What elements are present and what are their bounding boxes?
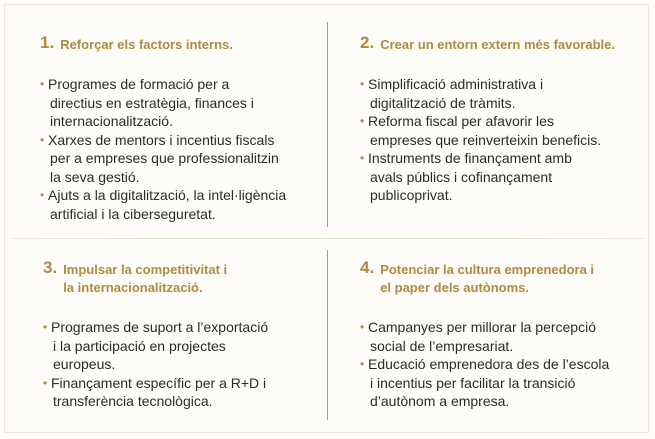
- bullet-dot-icon: •: [360, 320, 365, 334]
- section-heading: [43, 258, 343, 297]
- list-item-line: Educació emprenedora des de l’escola: [368, 356, 610, 372]
- list-item: [40, 131, 340, 187]
- section-number: 4.: [360, 258, 375, 277]
- section-4: [360, 258, 655, 411]
- section-title: [380, 33, 615, 54]
- list-item: [43, 374, 343, 411]
- section-number: 3.: [43, 258, 58, 277]
- bullet-list: [360, 318, 655, 411]
- bullet-list: [360, 75, 655, 205]
- list-item: [360, 355, 655, 411]
- list-item: [43, 318, 343, 374]
- list-item-line: digitalització de tràmits.: [370, 94, 516, 111]
- list-item: [40, 186, 340, 223]
- bullet-dot-icon: •: [360, 77, 365, 91]
- list-item-line: Campanyes per millorar la percepció: [368, 319, 596, 335]
- list-item-line: Reforma fiscal per afavorir les: [368, 113, 554, 129]
- section-title: [380, 258, 594, 297]
- section-title-line: Crear un entorn extern més favorable.: [380, 37, 615, 52]
- list-item-line: Finançament específic per a R+D i: [51, 374, 267, 391]
- list-item: [360, 75, 655, 112]
- list-item: [360, 318, 655, 355]
- section-title-line: Impulsar la competitivitat i: [63, 262, 228, 277]
- list-item-line: d’autònom a empresa.: [370, 393, 510, 409]
- bullet-dot-icon: •: [360, 114, 365, 128]
- list-item: [40, 75, 340, 131]
- list-item-line: transferència tecnològica.: [53, 393, 213, 409]
- list-item-line: empreses que reinverteixin beneficis.: [370, 131, 602, 148]
- list-item-line: Instruments de finançament amb: [368, 150, 572, 166]
- list-item-line: per a empreses que professionalitzin: [50, 150, 279, 166]
- list-item-line: la seva gestió.: [50, 168, 140, 185]
- list-item-line: directius en estratègia, finances i: [50, 94, 254, 111]
- list-item: [360, 112, 655, 149]
- bullet-dot-icon: •: [43, 320, 48, 334]
- list-item-line: europeus.: [53, 356, 116, 372]
- bullet-dot-icon: •: [360, 151, 365, 165]
- list-item-line: Programes de formació per a: [48, 76, 230, 92]
- section-heading: [40, 33, 340, 54]
- section-1: [40, 33, 340, 223]
- list-item-line: artificial i la ciberseguretat.: [50, 205, 216, 222]
- list-item: [360, 149, 655, 205]
- list-item-line: Xarxes de mentors i incentius fiscals: [48, 131, 275, 148]
- section-2: [360, 33, 655, 205]
- section-number: 2.: [360, 33, 375, 52]
- list-item-line: Simplificació administrativa i: [368, 76, 544, 92]
- bullet-list: [40, 75, 340, 223]
- list-item-line: publicoprivat.: [370, 187, 453, 203]
- bullet-dot-icon: •: [40, 77, 45, 91]
- section-title: [60, 33, 233, 54]
- section-title-line: la internacionalització.: [63, 280, 203, 295]
- horizontal-divider: [10, 238, 645, 239]
- section-3: [43, 258, 343, 411]
- list-item-line: avals públics i cofinançament: [370, 168, 553, 185]
- list-item-line: i incentius per facilitar la transició: [370, 374, 576, 391]
- section-heading: [360, 33, 655, 54]
- list-item-line: Programes de suport a l’exportació: [51, 319, 269, 335]
- list-item-line: i la participació en projectes: [53, 337, 226, 354]
- list-item-line: Ajuts a la digitalització, la intel·ligència: [48, 187, 287, 203]
- bullet-dot-icon: •: [360, 357, 365, 371]
- list-item-line: social de l’empresariat.: [370, 337, 514, 354]
- section-title: [63, 258, 227, 297]
- section-title-line: Reforçar els factors interns.: [60, 37, 233, 52]
- bullet-dot-icon: •: [40, 188, 45, 202]
- list-item-line: internacionalització.: [50, 113, 173, 129]
- section-title-line: Potenciar la cultura emprenedora i: [380, 262, 595, 277]
- section-number: 1.: [40, 33, 55, 52]
- section-heading: [360, 258, 655, 297]
- section-title-line: el paper dels autònoms.: [380, 280, 530, 295]
- bullet-dot-icon: •: [43, 375, 48, 390]
- bullet-list: [43, 318, 343, 411]
- bullet-dot-icon: •: [40, 132, 45, 147]
